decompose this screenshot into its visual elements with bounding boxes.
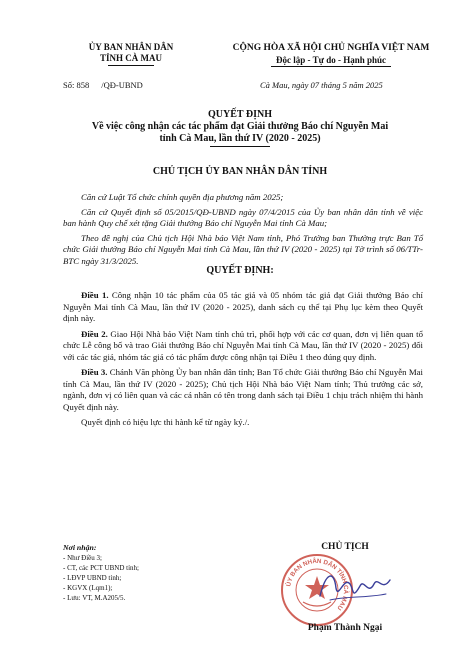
article-paragraph <box>63 290 423 325</box>
document-title <box>40 109 440 147</box>
motto-underline <box>271 66 391 67</box>
article-text: Giao Hội Nhà báo Việt Nam tỉnh chủ trì, phối hợp với các cơ quan, đơn vị liên quan tổ chức Lễ công bố và trao Giải thưởng Báo chí Nguyễn Mai tỉnh Cà Mau, lần thứ IV (2020 - 2025) đối với các tác giả, nhóm tác giả có tác phẩm được công nhận tại Điều 1 theo đúng quy định. <box>63 328 423 362</box>
national-motto: Độc lập - Tự do - Hạnh phúc <box>275 55 386 65</box>
subject-line-2: tỉnh Cà Mau, lần thứ IV (2020 - 2025) <box>159 133 321 144</box>
recipient-item: - KGVX (Lqm1); <box>63 584 113 592</box>
effective-clause: Quyết định có hiệu lực thi hành kể từ ngày ký./. <box>81 417 250 427</box>
subject-line-1: Về việc công nhận các tác phẩm đạt Giải thưởng Báo chí Nguyễn Mai <box>91 121 389 132</box>
recipient-item: - Như Điều 3; <box>63 554 102 562</box>
nation-name: CỘNG HÒA XÃ HỘI CHỦ NGHĨA VIỆT NAM <box>232 43 430 53</box>
basis-paragraph: Căn cứ Quyết định số 05/2015/QĐ-UBND ngày 07/4/2015 của Ủy ban nhân dân tỉnh về việc ban hành Quy chế xét tặng Giải thưởng Báo chí Nguyễn Mai tỉnh Cà Mau; <box>63 206 423 228</box>
recipients-heading: Nơi nhận: <box>63 543 97 552</box>
article-label: Điều 1. <box>81 290 109 300</box>
article-paragraph <box>63 367 423 413</box>
recipients-list <box>63 543 243 603</box>
article-paragraph <box>63 417 423 429</box>
issuing-agency <box>56 42 206 66</box>
basis-paragraph: Theo đề nghị của Chủ tịch Hội Nhà báo Việt Nam tỉnh, Phó Trưởng ban Thường trực Ban Tổ chức Giải thưởng Báo chí Nguyễn Mai tỉnh Cà Mau, lần thứ IV (2020 - 2025) tại Tờ trình số 06/TTr-BTC ngày 31/3/2025. <box>63 232 423 266</box>
document-date: Cà Mau, ngày 07 tháng 5 năm 2025 <box>260 80 383 90</box>
signer-name: Phạm Thành Ngại <box>307 623 383 633</box>
article-text: Chánh Văn phòng Ủy ban nhân dân tỉnh; Ban Tổ chức Giải thưởng Báo chí Nguyễn Mai tỉnh Cà Mau, lần thứ IV (2020 - 2025); Chủ tịch Hội Nhà báo Việt Nam tỉnh; Thủ trưởng các sở, ngành, đơn vị có liên quan và các cá nhân có tên trong danh sách tại Điều 1 chịu trách nhiệm thi hành Quyết định này. <box>63 367 423 412</box>
agency-line-2: TỈNH CÀ MAU <box>100 53 162 63</box>
title-underline <box>210 146 270 147</box>
document-type: QUYẾT ĐỊNH <box>208 109 272 120</box>
signer-title: CHỦ TỊCH <box>321 542 369 552</box>
articles <box>63 290 423 433</box>
article-label: Điều 2. <box>81 328 108 339</box>
issuer-heading: CHỦ TỊCH ỦY BAN NHÂN DÂN TỈNH <box>152 166 328 177</box>
legal-basis <box>63 192 423 270</box>
article-paragraph <box>63 329 423 364</box>
decide-heading: QUYẾT ĐỊNH: <box>206 265 274 276</box>
agency-underline <box>108 65 154 66</box>
article-text: Công nhận 10 tác phẩm của 05 tác giả và 05 nhóm tác giả đạt Giải thưởng Báo chí Nguyễn Mai tỉnh Cà Mau, lần thứ IV (2020 - 2025), danh sách cụ thể tại Phụ lục kèm theo Quyết định này. <box>63 290 423 323</box>
national-heading <box>216 42 446 67</box>
recipient-item: - LĐVP UBND tỉnh; <box>63 574 122 582</box>
recipient-item: - CT, các PCT UBND tỉnh; <box>63 564 139 572</box>
recipient-item: - Lưu: VT, M.A205/5. <box>63 594 126 602</box>
agency-line-1: ỦY BAN NHÂN DÂN <box>88 42 174 52</box>
document-number-value: Số: 858 <box>63 80 90 90</box>
document-code: /QĐ-UBND <box>101 80 143 90</box>
article-label: Điều 3. <box>81 367 108 377</box>
handwritten-signature-icon <box>316 566 394 606</box>
document-number <box>63 80 143 90</box>
seal-text: ỦY BAN NHÂN DÂN TỈNH CÀ MAU <box>285 557 350 612</box>
basis-paragraph: Căn cứ Luật Tổ chức chính quyền địa phương năm 2025; <box>81 192 284 202</box>
